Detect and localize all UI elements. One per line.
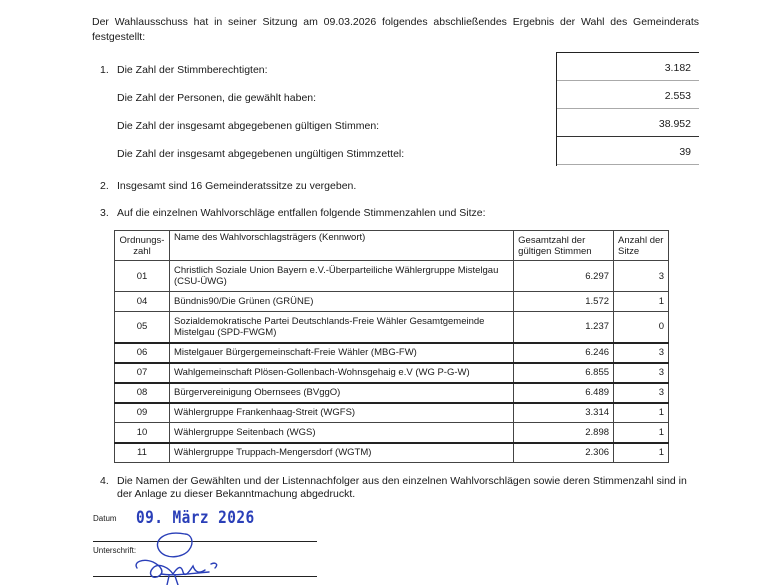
row-name: Wahlgemeinschaft Plösen-Gollenbach-Wohnsgehaig e.V (WG P-G-W) <box>169 363 513 383</box>
row-number: 08 <box>115 383 170 403</box>
stat-label-eligible: Die Zahl der Stimmberechtigten: <box>117 64 268 76</box>
row-votes: 2.898 <box>514 423 614 443</box>
row-number: 11 <box>115 443 170 463</box>
row-name: Sozialdemokratische Partei Deutschlands-Freie Wähler Gesamtgemeinde Mistelgau (SPD-FWGM) <box>169 312 513 343</box>
section-4-number: 4. <box>100 475 109 487</box>
section-1-number: 1. <box>100 64 109 76</box>
row-seats: 3 <box>614 383 669 403</box>
row-name: Wählergruppe Truppach-Mengersdorf (WGTM) <box>169 443 513 463</box>
row-votes: 3.314 <box>514 403 614 423</box>
stat-label-invalid-ballots: Die Zahl der insgesamt abgegebenen ungültigen Stimmzettel: <box>117 148 405 160</box>
row-seats: 1 <box>614 403 669 423</box>
table-row <box>115 403 669 423</box>
row-name: Bündnis90/Die Grünen (GRÜNE) <box>169 292 513 312</box>
row-number: 10 <box>115 423 170 443</box>
row-number: 07 <box>115 363 170 383</box>
row-seats: 3 <box>614 363 669 383</box>
row-seats: 1 <box>614 443 669 463</box>
table-row <box>115 261 669 292</box>
table-row <box>115 443 669 463</box>
results-table <box>114 230 669 463</box>
row-votes: 2.306 <box>514 443 614 463</box>
stat-value-invalid-ballots: 39 <box>557 137 699 165</box>
row-name: Wählergruppe Frankenhaag-Streit (WGFS) <box>169 403 513 423</box>
section-2-text: Insgesamt sind 16 Gemeinderatssitze zu vergeben. <box>117 180 357 192</box>
header-votes: Gesamtzahl der gültigen Stimmen <box>514 231 614 261</box>
table-row <box>115 312 669 343</box>
signature-label: Unterschrift: <box>93 546 137 555</box>
summary-box <box>556 52 699 166</box>
row-name: Wählergruppe Seitenbach (WGS) <box>169 423 513 443</box>
row-votes: 1.237 <box>514 312 614 343</box>
stat-value-eligible: 3.182 <box>557 53 699 81</box>
row-seats: 3 <box>614 261 669 292</box>
section-3-number: 3. <box>100 207 109 219</box>
date-label: Datum <box>93 514 117 523</box>
row-number: 06 <box>115 343 170 363</box>
row-number: 04 <box>115 292 170 312</box>
row-name: Bürgervereinigung Obernsees (BVggO) <box>169 383 513 403</box>
row-votes: 6.246 <box>514 343 614 363</box>
row-number: 01 <box>115 261 170 292</box>
table-row <box>115 343 669 363</box>
header-name: Name des Wahlvorschlagsträgers (Kennwort) <box>169 231 513 261</box>
row-name: Christlich Soziale Union Bayern e.V.-Überparteiliche Wählergruppe Mistelgau (CSU-ÜWG) <box>169 261 513 292</box>
row-seats: 1 <box>614 292 669 312</box>
row-seats: 3 <box>614 343 669 363</box>
stat-value-voters: 2.553 <box>557 81 699 109</box>
handwritten-signature <box>125 528 245 585</box>
row-seats: 0 <box>614 312 669 343</box>
section-2-number: 2. <box>100 180 109 192</box>
stat-value-valid-votes: 38.952 <box>557 109 699 137</box>
table-row <box>115 292 669 312</box>
row-seats: 1 <box>614 423 669 443</box>
header-seats: Anzahl der Sitze <box>614 231 669 261</box>
section-3-text: Auf die einzelnen Wahlvorschläge entfallen folgende Stimmenzahlen und Sitze: <box>117 207 486 219</box>
stat-label-voters: Die Zahl der Personen, die gewählt haben: <box>117 92 317 104</box>
section-4-text: Die Namen der Gewählten und der Listennachfolger aus den einzelnen Wahlvorschlägen sowie deren Stimmenzahl sind in der Anlage zu dieser Bekanntmachung abgedruckt. <box>117 475 687 500</box>
header-order-number: Ordnungs-zahl <box>115 231 170 261</box>
table-row <box>115 383 669 403</box>
table-header-row <box>115 231 669 261</box>
row-votes: 6.297 <box>514 261 614 292</box>
row-votes: 6.489 <box>514 383 614 403</box>
row-name: Mistelgauer Bürgergemeinschaft-Freie Wähler (MBG-FW) <box>169 343 513 363</box>
row-votes: 1.572 <box>514 292 614 312</box>
stat-label-valid-votes: Die Zahl der insgesamt abgegebenen gültigen Stimmen: <box>117 120 380 132</box>
intro-text: Der Wahlausschuss hat in seiner Sitzung am 09.03.2026 folgendes abschließendes Ergebnis der Wahl des Gemeinderats festgestellt: <box>92 16 699 43</box>
row-votes: 6.855 <box>514 363 614 383</box>
table-row <box>115 423 669 443</box>
table-row <box>115 363 669 383</box>
date-stamp: 09. März 2026 <box>136 508 255 528</box>
row-number: 09 <box>115 403 170 423</box>
row-number: 05 <box>115 312 170 343</box>
